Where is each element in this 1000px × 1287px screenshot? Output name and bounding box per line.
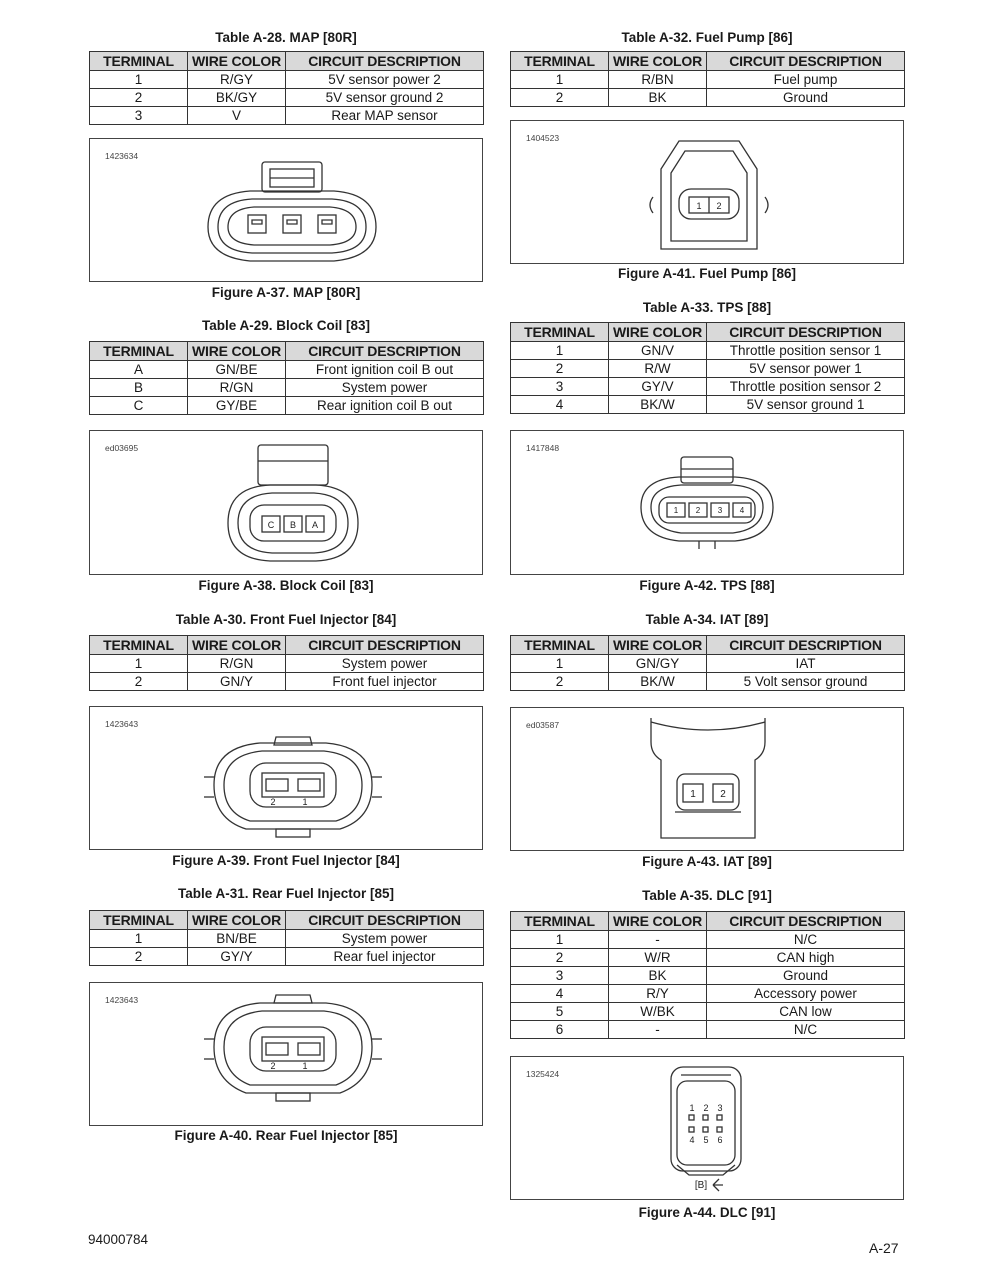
- table-row: [90, 361, 484, 379]
- header-wire-color: WIRE COLOR: [188, 52, 286, 71]
- table-title-a32: Table A-32. Fuel Pump [86]: [621, 30, 793, 45]
- figure-a37-map-connector: [89, 138, 483, 282]
- header-circuit-description: CIRCUIT DESCRIPTION: [707, 636, 905, 655]
- cell-circuit: Rear MAP sensor: [286, 107, 484, 125]
- cell-wire-color: GN/V: [609, 342, 707, 360]
- cell-circuit: 5V sensor ground 2: [286, 89, 484, 107]
- table-a29: [89, 341, 484, 415]
- table-row: [90, 379, 484, 397]
- rear-injector-connector-drawing: [90, 983, 482, 1125]
- cell-circuit: Throttle position sensor 1: [707, 342, 905, 360]
- table-row: [90, 89, 484, 107]
- block-coil-connector-drawing: [90, 431, 482, 574]
- cell-wire-color: BN/BE: [188, 930, 286, 948]
- cell-wire-color: BK/W: [609, 673, 707, 691]
- cell-terminal: 4: [511, 985, 609, 1003]
- pin-label: B: [289, 520, 297, 530]
- cell-terminal: 5: [511, 1003, 609, 1021]
- cell-circuit: Front ignition coil B out: [286, 361, 484, 379]
- cell-terminal: 2: [90, 89, 188, 107]
- header-wire-color: WIRE COLOR: [609, 636, 707, 655]
- figure-a42-tps-connector: [510, 430, 904, 575]
- pin-label: 2: [270, 1061, 276, 1071]
- cell-wire-color: BK: [609, 967, 707, 985]
- pin-label: 1: [302, 797, 308, 807]
- figure-id: 1423634: [105, 151, 139, 161]
- cell-wire-color: GY/Y: [188, 948, 286, 966]
- header-circuit-description: CIRCUIT DESCRIPTION: [707, 52, 905, 71]
- pin-label: 1: [302, 1061, 308, 1071]
- cell-terminal: 1: [90, 930, 188, 948]
- pin-label: 2: [716, 201, 722, 211]
- header-terminal: TERMINAL: [90, 52, 188, 71]
- cell-circuit: Throttle position sensor 2: [707, 378, 905, 396]
- cell-wire-color: BK/GY: [188, 89, 286, 107]
- cell-wire-color: R/Y: [609, 985, 707, 1003]
- figure-id: ed03695: [105, 443, 139, 453]
- cell-terminal: 1: [511, 931, 609, 949]
- page-number: A-27: [869, 1240, 899, 1256]
- cell-terminal: A: [90, 361, 188, 379]
- header-circuit-description: CIRCUIT DESCRIPTION: [286, 342, 484, 361]
- figure-callout-label: [B]: [694, 1180, 708, 1191]
- header-terminal: TERMINAL: [511, 52, 609, 71]
- table-title-a35: Table A-35. DLC [91]: [642, 888, 772, 903]
- table-row: [511, 396, 905, 414]
- cell-terminal: 2: [511, 89, 609, 107]
- cell-terminal: 1: [511, 71, 609, 89]
- header-terminal: TERMINAL: [511, 912, 609, 931]
- pin-label: 2: [703, 1103, 709, 1113]
- table-row: [511, 378, 905, 396]
- pin-label: 2: [270, 797, 276, 807]
- cell-terminal: 6: [511, 1021, 609, 1039]
- table-row: [511, 342, 905, 360]
- table-row: [511, 673, 905, 691]
- cell-terminal: 3: [90, 107, 188, 125]
- cell-wire-color: V: [188, 107, 286, 125]
- table-title-a29: Table A-29. Block Coil [83]: [201, 318, 371, 333]
- table-row: [511, 1003, 905, 1021]
- fuel-pump-connector-drawing: [511, 121, 903, 263]
- pin-label: 1: [696, 201, 702, 211]
- header-wire-color: WIRE COLOR: [609, 52, 707, 71]
- table-row: [90, 107, 484, 125]
- cell-circuit: System power: [286, 930, 484, 948]
- dlc-connector-drawing: [511, 1057, 903, 1199]
- table-row: [90, 397, 484, 415]
- figure-caption-a37: Figure A-37. MAP [80R]: [211, 285, 361, 300]
- pin-label: 1: [690, 789, 696, 800]
- header-wire-color: WIRE COLOR: [188, 911, 286, 930]
- cell-terminal: 2: [511, 949, 609, 967]
- table-row: [90, 655, 484, 673]
- cell-terminal: 2: [511, 360, 609, 378]
- table-a32: [510, 51, 905, 107]
- figure-id: 1325424: [526, 1069, 560, 1079]
- cell-wire-color: R/GY: [188, 71, 286, 89]
- figure-caption-a42: Figure A-42. TPS [88]: [639, 578, 775, 593]
- header-terminal: TERMINAL: [90, 636, 188, 655]
- front-injector-connector-drawing: [90, 707, 482, 849]
- cell-wire-color: -: [609, 931, 707, 949]
- pin-label: 6: [717, 1135, 723, 1145]
- table-row: [90, 948, 484, 966]
- figure-caption-a40: Figure A-40. Rear Fuel Injector [85]: [174, 1128, 398, 1143]
- pin-label: 2: [695, 506, 701, 515]
- header-terminal: TERMINAL: [90, 911, 188, 930]
- cell-terminal: 2: [511, 673, 609, 691]
- cell-circuit: N/C: [707, 1021, 905, 1039]
- cell-terminal: 2: [90, 673, 188, 691]
- cell-circuit: CAN low: [707, 1003, 905, 1021]
- cell-wire-color: R/GN: [188, 379, 286, 397]
- cell-wire-color: R/W: [609, 360, 707, 378]
- figure-id: 1423643: [105, 719, 139, 729]
- header-terminal: TERMINAL: [90, 342, 188, 361]
- pin-label: 4: [739, 506, 745, 515]
- cell-wire-color: GN/Y: [188, 673, 286, 691]
- cell-circuit: Rear ignition coil B out: [286, 397, 484, 415]
- table-title-a34: Table A-34. IAT [89]: [645, 612, 769, 627]
- cell-circuit: Fuel pump: [707, 71, 905, 89]
- header-wire-color: WIRE COLOR: [609, 912, 707, 931]
- figure-a40-rear-injector-connector: [89, 982, 483, 1126]
- cell-circuit: 5 Volt sensor ground: [707, 673, 905, 691]
- cell-terminal: 1: [511, 342, 609, 360]
- header-circuit-description: CIRCUIT DESCRIPTION: [286, 52, 484, 71]
- figure-caption-a38: Figure A-38. Block Coil [83]: [198, 578, 374, 593]
- cell-wire-color: BK/W: [609, 396, 707, 414]
- table-row: [90, 71, 484, 89]
- figure-a38-block-coil-connector: [89, 430, 483, 575]
- cell-circuit: 5V sensor power 2: [286, 71, 484, 89]
- cell-circuit: System power: [286, 379, 484, 397]
- figure-a39-front-injector-connector: [89, 706, 483, 850]
- cell-terminal: B: [90, 379, 188, 397]
- cell-terminal: 1: [90, 71, 188, 89]
- header-wire-color: WIRE COLOR: [188, 342, 286, 361]
- table-row: [511, 931, 905, 949]
- table-row: [90, 673, 484, 691]
- cell-circuit: 5V sensor ground 1: [707, 396, 905, 414]
- cell-circuit: N/C: [707, 931, 905, 949]
- cell-wire-color: W/BK: [609, 1003, 707, 1021]
- header-circuit-description: CIRCUIT DESCRIPTION: [286, 636, 484, 655]
- table-row: [511, 360, 905, 378]
- table-row: [511, 89, 905, 107]
- cell-terminal: 3: [511, 967, 609, 985]
- cell-wire-color: -: [609, 1021, 707, 1039]
- pin-label: 1: [673, 506, 679, 515]
- cell-terminal: 2: [90, 948, 188, 966]
- figure-a43-iat-connector: [510, 707, 904, 851]
- document-number: 94000784: [88, 1232, 149, 1247]
- table-title-a31: Table A-31. Rear Fuel Injector [85]: [177, 886, 395, 901]
- table-a33: [510, 322, 905, 414]
- table-a28: [89, 51, 484, 125]
- figure-caption-a39: Figure A-39. Front Fuel Injector [84]: [172, 853, 400, 868]
- cell-wire-color: BK: [609, 89, 707, 107]
- figure-a41-fuel-pump-connector: [510, 120, 904, 264]
- table-row: [511, 71, 905, 89]
- table-row: [90, 930, 484, 948]
- tps-connector-drawing: [511, 431, 903, 574]
- figure-id: 1423643: [105, 995, 139, 1005]
- table-row: [511, 985, 905, 1003]
- header-circuit-description: CIRCUIT DESCRIPTION: [707, 912, 905, 931]
- cell-circuit: IAT: [707, 655, 905, 673]
- figure-a44-dlc-connector: [510, 1056, 904, 1200]
- pin-label: 1: [689, 1103, 695, 1113]
- cell-circuit: Ground: [707, 89, 905, 107]
- cell-wire-color: R/BN: [609, 71, 707, 89]
- figure-caption-a44: Figure A-44. DLC [91]: [638, 1205, 776, 1220]
- cell-wire-color: W/R: [609, 949, 707, 967]
- table-title-a30: Table A-30. Front Fuel Injector [84]: [175, 612, 397, 627]
- table-title-a33: Table A-33. TPS [88]: [642, 300, 772, 315]
- cell-terminal: 3: [511, 378, 609, 396]
- table-row: [511, 967, 905, 985]
- cell-circuit: Rear fuel injector: [286, 948, 484, 966]
- header-terminal: TERMINAL: [511, 636, 609, 655]
- table-a35: [510, 911, 905, 1039]
- figure-id: 1404523: [526, 133, 560, 143]
- pin-label: 2: [720, 789, 726, 800]
- cell-circuit: Accessory power: [707, 985, 905, 1003]
- cell-circuit: CAN high: [707, 949, 905, 967]
- header-circuit-description: CIRCUIT DESCRIPTION: [286, 911, 484, 930]
- table-row: [511, 1021, 905, 1039]
- pin-label: 5: [703, 1135, 709, 1145]
- cell-circuit: Front fuel injector: [286, 673, 484, 691]
- figure-id: ed03587: [526, 720, 560, 730]
- table-a34: [510, 635, 905, 691]
- header-wire-color: WIRE COLOR: [609, 323, 707, 342]
- cell-terminal: 4: [511, 396, 609, 414]
- table-a31: [89, 910, 484, 966]
- cell-circuit: System power: [286, 655, 484, 673]
- cell-circuit: 5V sensor power 1: [707, 360, 905, 378]
- cell-terminal: 1: [90, 655, 188, 673]
- table-title-a28: Table A-28. MAP [80R]: [215, 30, 357, 45]
- cell-circuit: Ground: [707, 967, 905, 985]
- cell-wire-color: GN/GY: [609, 655, 707, 673]
- figure-id: 1417848: [526, 443, 560, 453]
- cell-terminal: 1: [511, 655, 609, 673]
- cell-wire-color: R/GN: [188, 655, 286, 673]
- cell-wire-color: GY/V: [609, 378, 707, 396]
- table-row: [511, 949, 905, 967]
- cell-wire-color: GN/BE: [188, 361, 286, 379]
- figure-caption-a43: Figure A-43. IAT [89]: [642, 854, 772, 869]
- header-terminal: TERMINAL: [511, 323, 609, 342]
- header-wire-color: WIRE COLOR: [188, 636, 286, 655]
- pin-label: 4: [689, 1135, 695, 1145]
- figure-caption-a41: Figure A-41. Fuel Pump [86]: [617, 266, 797, 281]
- iat-connector-drawing: [511, 708, 903, 850]
- cell-terminal: C: [90, 397, 188, 415]
- pin-label: 3: [717, 1103, 723, 1113]
- header-circuit-description: CIRCUIT DESCRIPTION: [707, 323, 905, 342]
- pin-label: A: [311, 520, 319, 530]
- table-row: [511, 655, 905, 673]
- pin-label: C: [267, 520, 275, 530]
- pin-label: 3: [717, 506, 723, 515]
- map-connector-drawing: [90, 139, 482, 281]
- table-a30: [89, 635, 484, 691]
- cell-wire-color: GY/BE: [188, 397, 286, 415]
